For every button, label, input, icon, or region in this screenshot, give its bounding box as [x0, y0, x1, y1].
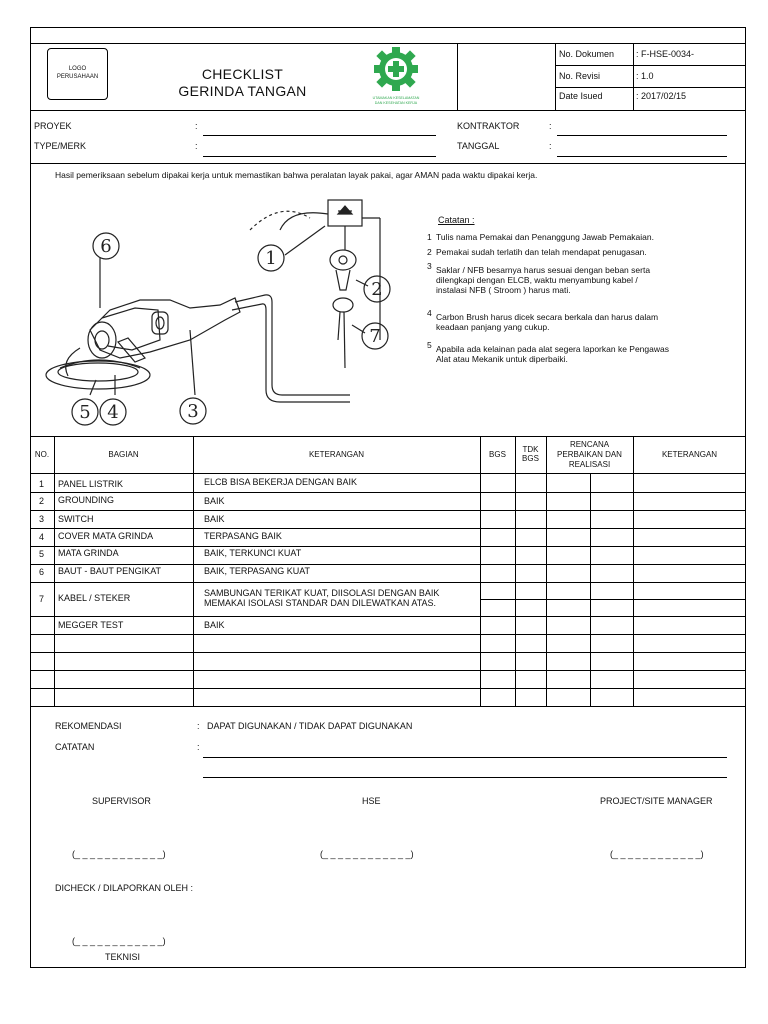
col-header-rencana: [546, 440, 633, 470]
header-text: PERBAIKAN DAN: [557, 450, 622, 459]
rekomendasi-label: REKOMENDASI: [55, 721, 122, 731]
note-text: Pemakai sudah terlatih dan telah mendapat penugasan.: [436, 247, 647, 257]
note-text: Tulis nama Pemakai dan Penanggung Jawab Pemakaian.: [436, 232, 654, 242]
header-text: BGS: [522, 454, 539, 463]
table-col-line: [633, 436, 634, 706]
header-top-line: [30, 43, 746, 44]
colon: :: [549, 121, 552, 131]
callout-number-4: 4: [107, 402, 119, 423]
teknisi-label: TEKNISI: [105, 952, 141, 962]
table-col-line: [480, 436, 481, 706]
docinfo-row-line: [555, 65, 746, 66]
table-line: [30, 473, 746, 474]
note-number: 5: [427, 340, 432, 350]
table-col-line: [193, 436, 194, 706]
row-keterangan: SAMBUNGAN TERIKAT KUAT, DIISOLASI DENGAN BAIK: [204, 588, 440, 598]
row-bagian: PANEL LISTRIK: [58, 479, 124, 489]
doc-number-value: : F-HSE-0034-: [636, 49, 695, 59]
note-item: [427, 263, 745, 310]
table-line: [30, 634, 746, 635]
type-merk-label: TYPE/MERK: [34, 141, 87, 151]
teknisi-signature[interactable]: (_ _ _ _ _ _ _ _ _ _ _ _): [72, 936, 166, 946]
note-text: dilengkapi dengan ELCB, waktu menyambung kabel /: [436, 275, 638, 285]
row-keterangan: ELCB BISA BEKERJA DENGAN BAIK: [204, 477, 358, 487]
intro-text: Hasil pemeriksaan sebelum dipakai kerja untuk memastikan bahwa peralatan layak pakai, agar AMAN pada waktu dipakai kerja.: [55, 170, 538, 180]
catatan-field-line-1[interactable]: [203, 757, 727, 758]
seal-text: DAN KESEHATAN KERJA: [374, 101, 418, 105]
col-header-tdk-bgs: [515, 445, 546, 463]
date-issued-label: Date Isued: [559, 91, 603, 101]
catatan-label: CATATAN: [55, 742, 95, 752]
kontraktor-field[interactable]: [557, 135, 727, 136]
proyek-label: PROYEK: [34, 121, 72, 131]
row-no: 3: [39, 514, 45, 524]
callout-number-2: 2: [371, 279, 383, 300]
colon: :: [197, 721, 200, 731]
doc-number-label: No. Dokumen: [559, 49, 615, 59]
note-number: 4: [427, 308, 432, 318]
row-bagian: KABEL / STEKER: [58, 593, 131, 603]
logo-text: PERUSAHAAN: [56, 74, 99, 80]
table-line: [30, 670, 746, 671]
callout-number-7: 7: [369, 326, 381, 347]
header-divider: [457, 43, 458, 110]
row-keterangan: BAIK: [204, 496, 225, 506]
checklist-table: [30, 436, 746, 706]
table-line: [30, 564, 746, 565]
colon: :: [195, 141, 198, 151]
table-line: [30, 652, 746, 653]
callout-number-1: 1: [265, 248, 277, 269]
note-text: Apabila ada kelainan pada alat segera laporkan ke Pengawas: [436, 344, 669, 354]
row-keterangan: BAIK, TERPASANG KUAT: [204, 566, 311, 576]
col-header-no: NO.: [34, 450, 50, 459]
table-col-line: [546, 436, 547, 706]
col-header-bagian: BAGIAN: [108, 450, 139, 459]
note-number: 3: [427, 261, 432, 271]
row-bagian: MATA GRINDA: [58, 548, 119, 558]
row-no: 6: [39, 567, 45, 577]
row-keterangan: BAIK: [204, 514, 225, 524]
note-item: [427, 310, 745, 342]
row-bagian: GROUNDING: [58, 495, 114, 505]
hse-signature[interactable]: (_ _ _ _ _ _ _ _ _ _ _ _): [320, 849, 414, 859]
notes-list: [427, 232, 745, 367]
row-no: 7: [39, 594, 45, 604]
table-line: [30, 492, 746, 493]
note-text: Alat atau Mekanik untuk diperbaiki.: [436, 354, 568, 364]
note-number: 1: [427, 232, 432, 242]
callout-number-3: 3: [187, 401, 199, 422]
grinder-diagram: [40, 190, 430, 428]
title-line-2: GERINDA TANGAN: [178, 83, 307, 99]
row-no: 1: [39, 479, 45, 489]
row-keterangan: MEMAKAI ISOLASI STANDAR DAN DILEWATKAN ATAS.: [204, 598, 437, 608]
docinfo-row-line: [555, 87, 746, 88]
row-bagian: BAUT - BAUT PENGIKAT: [58, 566, 162, 576]
rekomendasi-options[interactable]: DAPAT DIGUNAKAN / TIDAK DAPAT DIGUNAKAN: [207, 721, 413, 731]
revision-value: : 1.0: [636, 71, 654, 81]
note-text: Carbon Brush harus dicek secara berkala dan harus dalam: [436, 312, 659, 322]
note-number: 2: [427, 247, 432, 257]
date-issued-value: : 2017/02/15: [636, 91, 687, 101]
note-item: [427, 232, 745, 247]
row-bagian: MEGGER TEST: [58, 620, 124, 630]
header-bottom-line: [30, 110, 746, 111]
supervisor-label: SUPERVISOR: [92, 796, 151, 806]
title-line-1: CHECKLIST: [201, 66, 284, 82]
tanggal-label: TANGGAL: [457, 141, 500, 151]
note-item: [427, 342, 745, 367]
note-text: instalasi NFB ( Stroom ) harus mati.: [436, 285, 571, 295]
logo-text: LOGO: [68, 66, 87, 72]
table-col-line: [590, 473, 591, 706]
table-line: [30, 688, 746, 689]
revision-label: No. Revisi: [559, 71, 601, 81]
table-line: [30, 436, 746, 437]
hse-label: HSE: [362, 796, 381, 806]
table-col-line: [515, 436, 516, 706]
table-col-line: [54, 436, 55, 706]
callout-number-6: 6: [100, 236, 112, 257]
info-bottom-line: [30, 163, 746, 164]
row-bagian: SWITCH: [58, 514, 94, 524]
note-item: [427, 247, 745, 263]
proyek-field[interactable]: [203, 135, 436, 136]
table-line: [30, 582, 746, 583]
dicheck-label: DICHECK / DILAPORKAN OLEH :: [55, 883, 194, 893]
tanggal-field[interactable]: [557, 156, 727, 157]
table-line: [30, 528, 746, 529]
row-keterangan: BAIK, TERKUNCI KUAT: [204, 548, 302, 558]
supervisor-signature[interactable]: (_ _ _ _ _ _ _ _ _ _ _ _): [72, 849, 166, 859]
table-line: [30, 706, 746, 707]
col-header-keterangan: KETERANGAN: [308, 450, 365, 459]
col-header-keterangan-2: KETERANGAN: [661, 450, 718, 459]
note-text: Saklar / NFB besarnya harus sesuai dengan beban serta: [436, 265, 651, 275]
manager-label: PROJECT/SITE MANAGER: [600, 796, 713, 806]
docinfo-left-line: [555, 43, 556, 110]
colon: :: [549, 141, 552, 151]
note-text: keadaan panjang yang cukup.: [436, 322, 550, 332]
seal-text: UTAMAKAN KESELAMATAN: [372, 96, 420, 100]
header-text: REALISASI: [568, 460, 611, 469]
table-line: [30, 510, 746, 511]
company-logo-box: [47, 48, 108, 100]
col-header-bgs: BGS: [489, 450, 506, 459]
manager-signature[interactable]: (_ _ _ _ _ _ _ _ _ _ _ _): [610, 849, 704, 859]
colon: :: [195, 121, 198, 131]
kontraktor-label: KONTRAKTOR: [457, 121, 520, 131]
row-no: 2: [39, 496, 45, 506]
header-text: TDK: [522, 445, 539, 454]
catatan-field-line-2[interactable]: [203, 777, 727, 778]
callout-number-5: 5: [79, 402, 91, 423]
colon: :: [197, 742, 200, 752]
k3-safety-seal: [364, 45, 428, 107]
table-subline: [480, 599, 746, 600]
header-text: RENCANA: [569, 440, 610, 449]
table-line: [30, 616, 746, 617]
row-keterangan: BAIK: [204, 620, 225, 630]
table-line: [30, 546, 746, 547]
page-title: [150, 66, 335, 100]
type-merk-field[interactable]: [203, 156, 436, 157]
notes-title: Catatan :: [438, 215, 475, 225]
row-no: 5: [39, 549, 45, 559]
row-bagian: COVER MATA GRINDA: [58, 531, 154, 541]
docinfo-mid-line: [633, 43, 634, 110]
row-keterangan: TERPASANG BAIK: [204, 531, 282, 541]
row-no: 4: [39, 532, 45, 542]
